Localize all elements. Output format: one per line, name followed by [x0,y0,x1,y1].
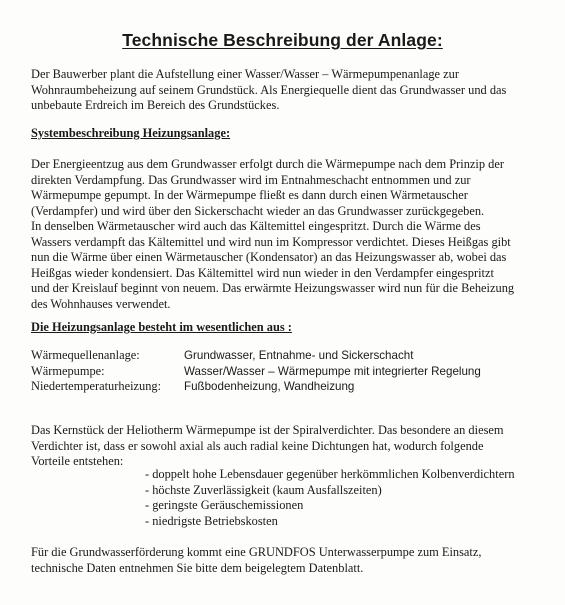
system-line: In denselben Wärmetauscher wird auch das Kältemittel eingespritzt. Durch die Wärme des [31,219,481,233]
closing-line: technische Daten entnehmen Sie bitte dem beigelegtem Datenblatt. [31,560,364,575]
system-line: des Wohnhauses verwendet. [31,296,171,311]
advantages-list [145,467,515,529]
compressor-paragraph [31,423,541,470]
system-line: Wassers verdampft das Kältemittel und wird nun im Kompressor verdichtet. Dieses Heißgas gibt [31,234,511,249]
component-label: Wärmepumpe: [31,363,105,378]
advantage-item: - doppelt hohe Lebensdauer gegenüber herkömmlichen Kolbenverdichtern [145,467,515,481]
component-label: Wärmequellenanlage: [31,348,140,362]
intro-line: Der Bauwerber plant die Aufstellung einer Wasser/Wasser – Wärmepumpenanlage zur [31,67,459,81]
intro-line: unbebaute Erdreich im Bereich des Grundstückes. [31,98,280,112]
system-line: (Verdampfer) und wird über den Sickerschacht wieder an das Grundwasser zurückgegeben. [31,203,485,218]
advantage-item: - geringste Geräuschemissionen [145,498,304,512]
component-value: Fußbodenheizung, Wandheizung [184,380,355,393]
system-line: direkten Verdampfung. Das Grundwasser wird im Entnahmeschacht entnommen und zur [31,172,471,187]
compressor-line: Das Kernstück der Heliotherm Wärmepumpe ist der Spiralverdichter. Das besondere an diesem [31,423,504,437]
system-paragraph [31,157,541,312]
system-line: Wärmepumpe gepumpt. In der Wärmepumpe fließt es dann durch einen Wärmetauscher [31,188,468,202]
intro-paragraph [31,67,541,114]
component-value: Wasser/Wasser – Wärmepumpe mit integrierter Regelung [184,364,481,378]
compressor-line: Verdichter ist, dass er sowohl axial als auch radial keine Dichtungen hat, wodurch folgende [31,438,484,453]
compressor-line: Vorteile entstehen: [31,454,124,468]
advantage-item: - niedrigste Betriebskosten [145,513,278,528]
closing-paragraph [31,545,541,576]
component-label: Niedertemperaturheizung: [31,379,162,393]
system-line: Heißgas wieder kondensiert. Das Kältemittel wird nun wieder in den Verdampfer eingespritzt [31,265,494,280]
component-value: Grundwasser, Entnahme- und Sickerschacht [184,349,414,362]
system-line: und der Kreislauf beginnt von neuem. Das erwärmte Heizungswasser wird nun für die Beheizung [31,281,515,295]
system-line: nun die Wärme über einen Wärmetauscher (Kondensator) an das Heizungswasser ab, wobei das [31,250,507,264]
advantage-item: - höchste Zuverlässigkeit (kaum Ausfallszeiten) [145,482,382,497]
document-title: Technische Beschreibung der Anlage: [122,30,443,50]
components-heading: Die Heizungsanlage besteht im wesentlichen aus : [31,320,292,334]
system-heading: Systembeschreibung Heizungsanlage: [31,126,231,140]
intro-line: Wohnraumbeheizung auf seinem Grundstück. Als Energiequelle dient das Grundwasser und das [31,82,507,97]
system-line: Der Energieentzug aus dem Grundwasser erfolgt durch die Wärmepumpe nach dem Prinzip der [31,157,504,171]
closing-line: Für die Grundwasserförderung kommt eine GRUNDFOS Unterwasserpumpe zum Einsatz, [31,545,482,559]
